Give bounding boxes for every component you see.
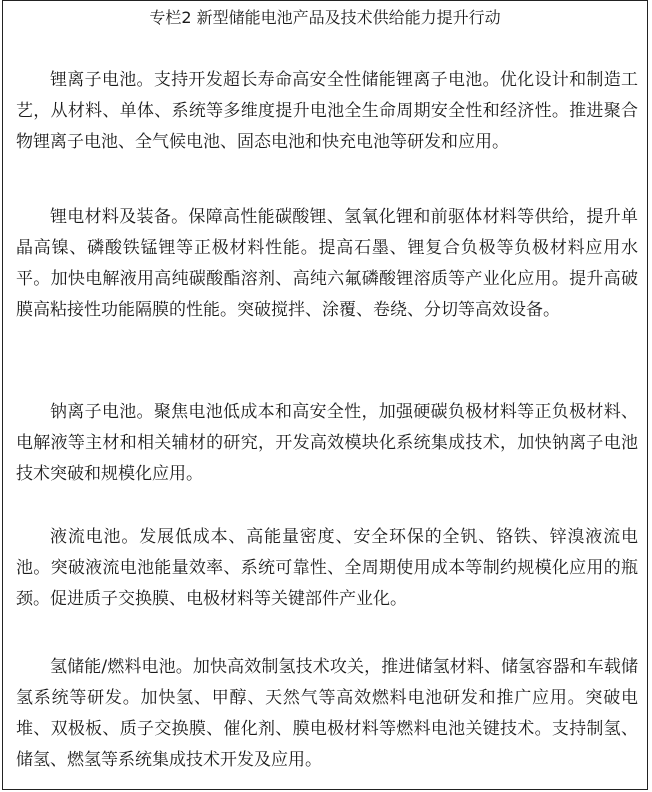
box-title: 专栏2 新型储能电池产品及技术供给能力提升行动 xyxy=(149,8,501,27)
policy-box xyxy=(2,0,648,790)
paragraph-sodium-ion: 钠离子电池。聚焦电池低成本和高安全性，加强硬碳负极材料等正负极材料、电解液等主材和相关辅材的研究，开发高效模块化系统集成技术，加快钠离子电池技术突破和规模化应用。 xyxy=(16,402,638,484)
paragraph-lithium-materials: 锂电材料及装备。保障高性能碳酸锂、氢氧化锂和前驱体材料等供给，提升单晶高镍、磷酸铁锰锂等正极材料性能。提高石墨、锂复合负极等负极材料应用水平。加快电解液用高纯碳酸酯溶剂、高纯六氟磷酸锂溶质等产业化应用。提升高破膜高粘接性功能隔膜的性能。突破搅拌、涂覆、卷绕、分切等高效设备。 xyxy=(16,207,638,320)
paragraph-flow-battery: 液流电池。发展低成本、高能量密度、安全环保的全钒、铬铁、锌溴液流电池。突破液流电池能量效率、系统可靠性、全周期使用成本等制约规模化应用的瓶颈。促进质子交换膜、电极材料等关键部件产业化。 xyxy=(16,527,638,609)
paragraph-hydrogen-fuel-cell: 氢储能/燃料电池。加快高效制氢技术攻关，推进储氢材料、储氢容器和车载储氢系统等研发。加快氢、甲醇、天然气等高效燃料电池研发和推广应用。突破电堆、双极板、质子交换膜、催化剂、膜电极材料等燃料电池关键技术。支持制氢、储氢、燃氢等系统集成技术开发及应用。 xyxy=(16,657,638,770)
paragraph-lithium-ion: 锂离子电池。支持开发超长寿命高安全性储能锂离子电池。优化设计和制造工艺，从材料、单体、系统等多维度提升电池全生命周期安全性和经济性。推进聚合物锂离子电池、全气候电池、固态电池和快充电池等研发和应用。 xyxy=(16,70,638,152)
